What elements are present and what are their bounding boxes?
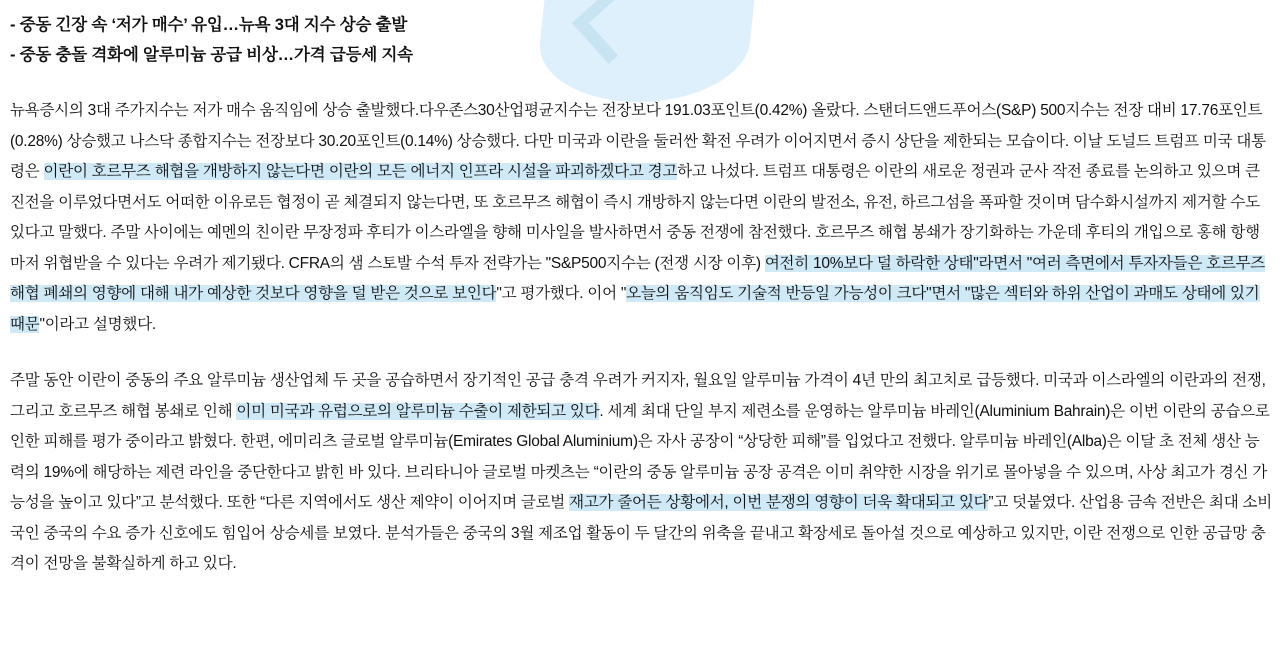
para2-highlight-1: 이미 미국과 유럽으로의 알루미늄 수출이 제한되고 있다: [236, 402, 600, 420]
paragraph-aluminium-supply: [10, 366, 1273, 580]
para2-segment-3: 이라고 밝혔다. 한편, 에미리츠 글로벌 알루미늄(Emirates Global Aluminium)은 자사 공장이 “상당한 피해”를 입었다고 전했다. 알루미늄 바레인(Alba)은 이달 초 전체 생산 능력의 19%에 해당하는 제련 라인을 중단한다고 밝힌 바 있다. 브리타니아 글로벌 마켓츠는 “이란의 중동 알루미늄 공장 공격은 이미 취약한 시장을 위기로 몰아넣을 수 있으며, 사상 최고가 경신 가능성을 높이고 있다”고 분석했다. 또한 “다른 지역에서도 생산 제약이 이어지며 글로벌: [10, 433, 1268, 511]
para1-segment-1: 뉴욕증시의 3대 주가지수는 저가 매수 움직임에 상승 출발했다.다우존스30산업평균지수는 전장보다 191.03포인트(0.42%) 올랐다. 스탠더드앤드푸어스(S&P) 500지수는 전장 대비 17.76포인트(0.28%) 상승했고 나스닥 종합지수는 전장보다 30.20포인트(0.14%) 상승했다. 다만 미국과 이란을 둘러싼 확전 우려가 이어지면서 증시 상단을 제한되는 모습이다. 이날 도널드 트럼프 미국 대통령은: [10, 102, 1266, 180]
para1-highlight-1: 이란이 호르무즈 해협을 개방하지 않는다면 이란의 모든 에너지 인프라 시설을 파괴하겠다고 경고: [43, 163, 678, 180]
para2-segment-4: ”고 덧붙였다. 산업용 금속 전반은 최대 소비국인 중국의 수요 증가 신호에도 힘입어 상승세를 보였다. 분석가들은 중국의 3월 제조업 활동이 두 달간의 위축을 끝내고 확장세로 돌아설 것으로 예상하고 있지만, 이란 전쟁으로 인한 공급망 충격이 전망을 불확실하게 하고 있다.: [10, 494, 1273, 572]
para1-highlight-2: 여전히 10%보다 덜 하락한 상태"라면서 "여러 측면에서 투자자들은 호르무즈 해협 폐쇄의 영향에 대해 내가 예상한 것보다 영향을 덜 받은 것으로 보인다: [10, 254, 1266, 302]
para1-segment-2: 하고 나섰다. 트럼프 대통령은 이란의 새로운 정권과 군사 작전 종료를 논의하고 있으며 큰 진전을 이루었다면서도 어떠한 이유로든 협정이 곧 체결되지 않는다면, 또 호르무즈 해협이 즉시 개방하지 않는다면 이란의 발전소, 유전, 하르그섬을 폭파할 것이며 담수화시설까지 제거할 수도 있다고 말했다. 주말 사이에는 예멘의 친이란 무장정파 후티가 이스라엘을 향해 미사일을 발사하면서 중동 전쟁에 참전했다. 호르무즈 해협 봉쇄가 장기화하는 가운데 후티의 개입으로 홍해 항행마저 위협받을 수 있다는 우려가 제기됐다. CFRA의 샘 스토발 수석 투자 전략가는 "S&P500지수는 (전쟁 시장 이후): [10, 163, 1260, 272]
para1-segment-4: "이라고 설명했다.: [39, 315, 156, 333]
headline-1: - 중동 긴장 속 ‘저가 매수’ 유입…뉴욕 3대 지수 상승 출발: [10, 16, 408, 34]
para2-segment-1: 주말 동안 이란이 중동의 주요 알루미늄 생산업체 두 곳을 공습하면서 장기적인 공급 충격 우려가 커지자, 월요일 알루미늄 가격이 4년 만의 최고치로 급등했다. 미국과 이스라엘의 이란과의 전쟁, 그리고 호르무즈 해협 봉쇄로 인해: [10, 372, 1266, 420]
para1-segment-3: "고 평가했다. 이어 ": [496, 285, 627, 302]
para2-highlight-2: 재고가 줄어든 상황에서, 이번 분쟁의 영향이 더욱 확대되고 있다: [569, 494, 989, 511]
para2-segment-2: . 세계 최대 단일 부지 제련소를 운영하는 알루미늄 바레인(Aluminium Bahrain)은 이번 이란의 공습으로 인한 피해를 평가 중: [10, 402, 1270, 450]
headline-2: - 중동 충돌 격화에 알루미늄 공급 비상…가격 급등세 지속: [10, 46, 413, 64]
paragraph-market-summary: [10, 96, 1273, 340]
para1-highlight-3: 오늘의 움직임도 기술적 반등일 가능성이 크다"면서 "많은 섹터와 하위 산업이 과매도 상태에 있기 때문: [10, 285, 1260, 333]
headline-group: [10, 10, 1273, 70]
